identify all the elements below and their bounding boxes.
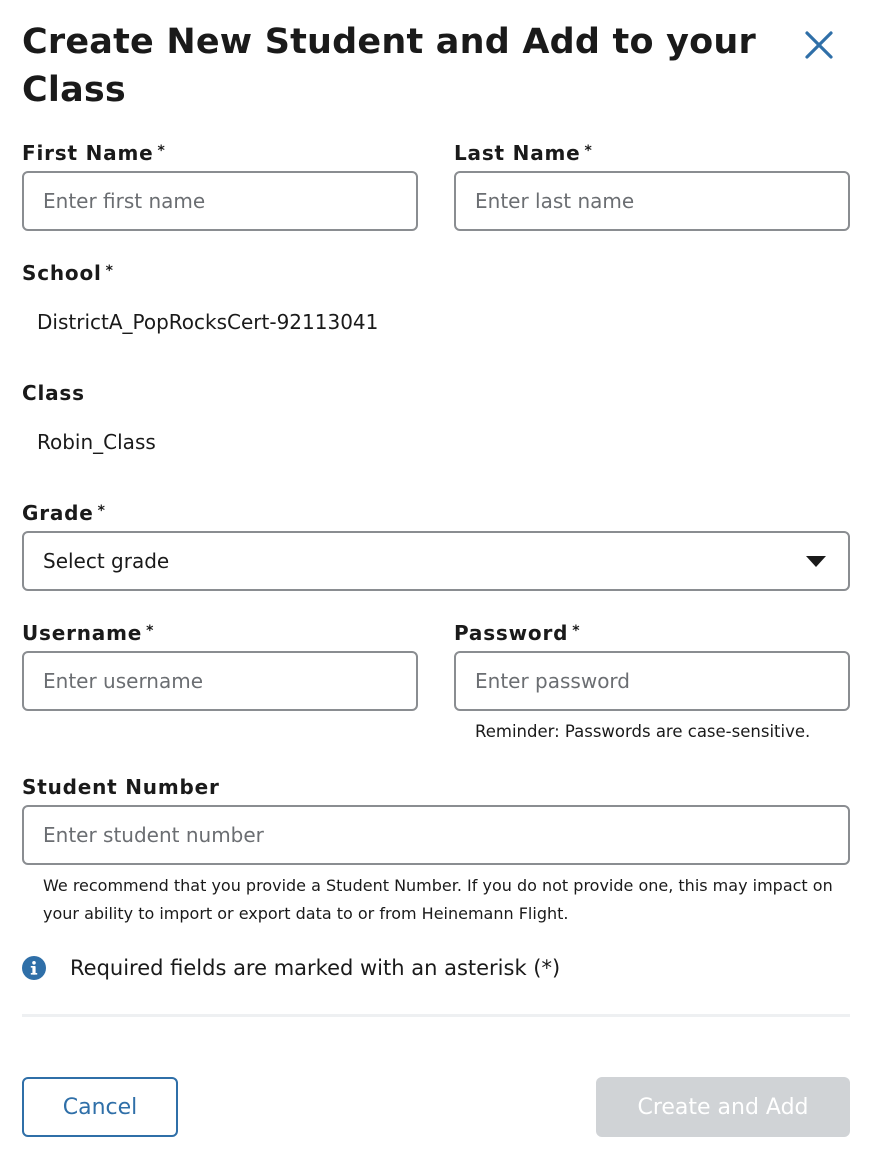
grade-select-value: Select grade [43,549,170,573]
divider [22,1014,850,1017]
school-value: DistrictA_PopRocksCert-92113041 [37,310,379,334]
password-label-text: Password [454,621,569,645]
password-label [454,621,580,645]
required-asterisk: * [105,263,114,279]
required-asterisk: * [157,143,166,159]
required-asterisk: * [97,503,106,519]
info-icon [22,956,46,980]
first-name-input[interactable] [22,171,418,231]
school-label [22,261,114,285]
caret-down-icon [806,556,826,567]
required-asterisk: * [584,143,593,159]
first-name-label-text: First Name [22,141,154,165]
class-label-text: Class [22,381,85,405]
required-asterisk: * [146,623,155,639]
create-and-add-button[interactable]: Create and Add [596,1077,850,1137]
school-label-text: School [22,261,102,285]
grade-select[interactable] [22,531,850,591]
password-hint: Reminder: Passwords are case-sensitive. [475,722,811,741]
dialog-title: Create New Student and Add to your Class [22,22,756,110]
student-number-input[interactable] [22,805,850,865]
class-label [22,381,85,405]
first-name-label [22,141,166,165]
class-value: Robin_Class [37,430,156,454]
student-number-hint: We recommend that you provide a Student Number. If you do not provide one, this may impact on your ability to import or export data to or from Heinemann Flight. [43,876,833,923]
username-label [22,621,154,645]
last-name-label-text: Last Name [454,141,581,165]
last-name-label [454,141,593,165]
student-number-label [22,775,220,799]
cancel-button[interactable]: Cancel [22,1077,178,1137]
required-asterisk: * [572,623,581,639]
grade-label-text: Grade [22,501,94,525]
last-name-input[interactable] [454,171,850,231]
required-fields-note [22,956,560,980]
password-input[interactable] [454,651,850,711]
username-input[interactable] [22,651,418,711]
info-text: Required fields are marked with an asterisk (*) [70,956,561,980]
close-icon [804,30,834,60]
close-button[interactable] [796,22,842,68]
username-label-text: Username [22,621,143,645]
student-number-label-text: Student Number [22,775,220,799]
info-icon-glyph [22,956,46,980]
grade-label [22,501,106,525]
